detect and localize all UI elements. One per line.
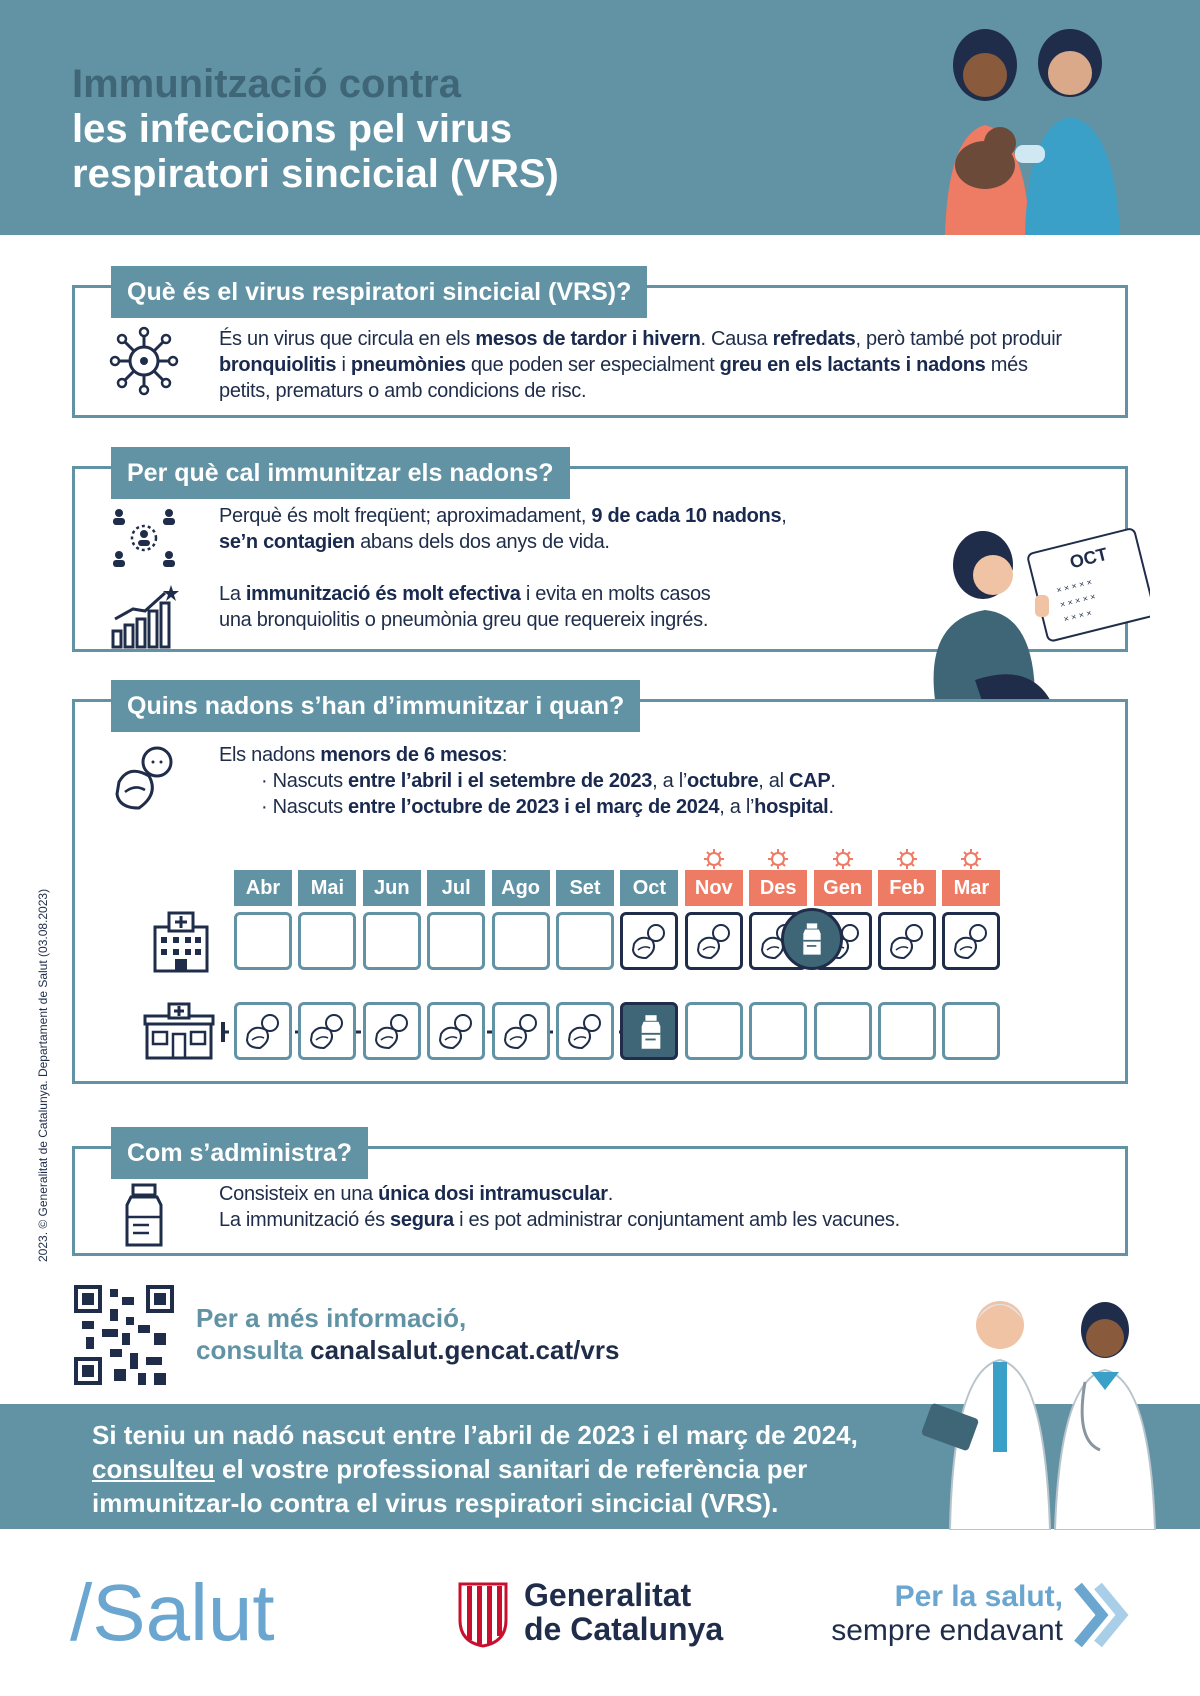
growth-chart-icon [109,581,179,651]
hospital-cell-abr [234,912,292,970]
virus-icon [703,848,725,870]
calendar-label: OCT [1067,543,1110,573]
cap-cell-jun [363,1002,421,1060]
banner-text: Si teniu un nadó nascut entre l’abril de 2023 i el març de 2024, consulteu el vostre professional sanitari de referència per immunitzar-lo contra el virus respiratori sincicial (VRS). [92,1420,858,1518]
section-title-how: Com s’administra? [111,1127,368,1179]
section-which-babies [72,692,1128,1084]
hospital-cell-feb [878,912,936,970]
section-what-is-rsv [72,278,1128,418]
doctors-illustration [905,1290,1165,1530]
month-jul: Jul [427,870,485,906]
virus-icon [896,848,918,870]
hospital-vial-icon [781,908,843,970]
salut-logo: /Salut [70,1568,275,1657]
page-title [72,62,559,197]
generalitat-name: Generalitat de Catalunya [524,1577,724,1647]
cap-cell-feb [878,1002,936,1060]
virus-icon [109,326,179,396]
month-mar: Mar [942,870,1000,906]
how-text: Consisteix en una única dosi intramuscular. La immunització és segura i es pot administrar conjuntament amb les vacunes. [219,1183,900,1231]
more-info-line-1: Per a més informació, [196,1303,467,1333]
vial-icon [109,1181,179,1251]
cap-cell-abr [234,1002,292,1060]
why-text-1: Perquè és molt freqüent; aproximadament, 9 de cada 10 nadons, se’n contagien abans dels dos anys de vida. [219,505,787,553]
hospital-cell-nov [685,912,743,970]
cap-cell-ago [492,1002,550,1060]
info-link[interactable]: canalsalut.gencat.cat/vrs [310,1335,620,1365]
how-row [109,1181,1095,1251]
who-row [109,742,1095,820]
health-center-icon [143,1002,215,1060]
hospital-cell-ago [492,912,550,970]
month-ago: Ago [492,870,550,906]
title-line-2: les infeccions pel virus [72,107,513,151]
month-mai: Mai [298,870,356,906]
month-set: Set [556,870,614,906]
people-network-icon [109,503,179,573]
cap-cell-mai [298,1002,356,1060]
hospital-cell-oct [620,912,678,970]
more-info-prefix: consulta [196,1335,311,1365]
why-text-2: La immunització és molt efectiva i evita en molts casos una bronquiolitis o pneumònia greu que requereix ingrés. [219,583,711,631]
baby-icon [109,742,179,812]
double-chevron-icon [1070,1580,1130,1650]
month-abr: Abr [234,870,292,906]
who-text: Els nadons menors de 6 mesos: · Nascuts entre l’abril i el setembre de 2023, a l’octubre, al CAP. · Nascuts entre l’octubre de 2023 i el març de 2024, a l’hospital. [219,744,836,818]
svg-text:× × × × ×: × × × × × [1055,576,1093,596]
month-oct: Oct [620,870,678,906]
month-jun: Jun [363,870,421,906]
what-row [109,326,1095,404]
month-des: Des [749,870,807,906]
title-line-1: Immunització contra [72,62,461,106]
cap-cell-oct [620,1002,678,1060]
hospital-cell-mai [298,912,356,970]
motto: Per la salut, sempre endavant [831,1580,1063,1647]
what-text: És un virus que circula en els mesos de tardor i hivern. Causa refredats, però també pot produir bronquiolitis i pneumònies que poden ser especialment greu en els lactants i nadons més petits, prematurs o amb condicions de risc. [219,328,1062,402]
section-title-who: Quins nadons s’han d’immunitzar i quan? [111,680,640,732]
header-banner [0,0,1200,235]
section-title-what: Què és el virus respiratori sincicial (VRS)? [111,266,647,318]
qr-code-icon[interactable] [74,1285,174,1385]
hospital-icon [149,909,213,973]
hospital-cell-jul [427,912,485,970]
virus-icon [767,848,789,870]
section-administration [72,1139,1128,1256]
section-title-why: Per què cal immunitzar els nadons? [111,447,570,499]
generalitat-shield-icon [456,1580,510,1648]
footer [0,1540,1200,1696]
cap-cell-nov [685,1002,743,1060]
svg-text:× × × × ×: × × × × × [1058,591,1097,610]
hospital-cell-set [556,912,614,970]
virus-icon [832,848,854,870]
cap-cell-mar [942,1002,1000,1060]
cap-cell-set [556,1002,614,1060]
title-line-3: respiratori sincicial (VRS) [72,152,559,196]
cap-cell-jul [427,1002,485,1060]
cap-cell-gen [814,1002,872,1060]
hospital-cell-mar [942,912,1000,970]
more-info [196,1302,619,1366]
month-nov: Nov [685,870,743,906]
hospital-cell-jun [363,912,421,970]
svg-text:× × × ×: × × × × [1062,607,1093,625]
virus-icon [960,848,982,870]
copyright-credit: 2023. © Generalitat de Catalunya. Departament de Salut (03.08.2023) [36,888,50,1262]
cap-cell-des [749,1002,807,1060]
mother-nurse-illustration [930,25,1140,235]
month-gen: Gen [814,870,872,906]
month-feb: Feb [878,870,936,906]
